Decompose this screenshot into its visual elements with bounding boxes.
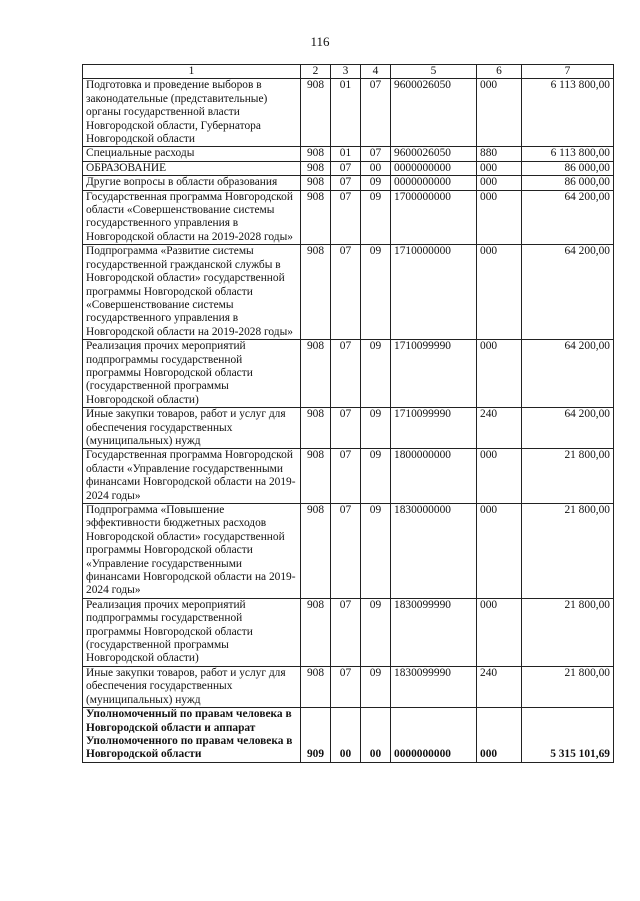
row-code-cell: 09 [361, 666, 391, 707]
budget-table [82, 64, 614, 763]
row-amount-cell: 6 113 800,00 [522, 147, 614, 161]
row-amount-cell: 21 800,00 [522, 666, 614, 707]
row-code-cell: 0000000000 [391, 176, 477, 190]
row-amount-cell: 86 000,00 [522, 176, 614, 190]
column-header: 1 [83, 65, 301, 79]
row-code-cell: 908 [301, 598, 331, 666]
row-name-cell: Иные закупки товаров, работ и услуг для обеспечения государственных (муниципальных) нужд [83, 666, 301, 707]
row-code-cell: 1830000000 [391, 504, 477, 599]
row-code-cell: 0000000000 [391, 161, 477, 175]
row-code-cell: 908 [301, 340, 331, 408]
table-row [83, 190, 614, 245]
table-row [83, 147, 614, 161]
row-code-cell: 09 [361, 190, 391, 245]
row-code-cell: 908 [301, 666, 331, 707]
row-name-cell: ОБРАЗОВАНИЕ [83, 161, 301, 175]
row-name-cell: Иные закупки товаров, работ и услуг для обеспечения государственных (муниципальных) нужд [83, 408, 301, 449]
row-code-cell: 000 [477, 598, 522, 666]
row-code-cell: 000 [477, 504, 522, 599]
row-code-cell: 1710099990 [391, 340, 477, 408]
row-name-cell: Реализация прочих мероприятий подпрограммы государственной программы Новгородской области (государственной программы Новгородской области) [83, 340, 301, 408]
row-name-cell: Подпрограмма «Повышение эффективности бюджетных расходов Новгородской области» государственной программы Новгородской области «Управление государственными финансами Новгородской области на 2019-2024 годы» [83, 504, 301, 599]
row-code-cell: 000 [477, 79, 522, 147]
row-code-cell: 09 [361, 504, 391, 599]
row-code-cell: 07 [361, 147, 391, 161]
row-code-cell: 1700000000 [391, 190, 477, 245]
row-code-cell: 240 [477, 666, 522, 707]
row-code-cell: 000 [477, 190, 522, 245]
row-code-cell: 01 [331, 79, 361, 147]
table-row [83, 598, 614, 666]
row-code-cell: 000 [477, 176, 522, 190]
table-row [83, 708, 614, 763]
column-header: 2 [301, 65, 331, 79]
row-code-cell: 9600026050 [391, 147, 477, 161]
row-code-cell: 908 [301, 245, 331, 340]
row-code-cell: 000 [477, 449, 522, 504]
row-code-cell: 908 [301, 190, 331, 245]
row-amount-cell: 64 200,00 [522, 190, 614, 245]
row-name-cell: Государственная программа Новгородской области «Совершенствование системы государственного управления в Новгородской области на 2019-2028 годы» [83, 190, 301, 245]
row-code-cell: 000 [477, 708, 522, 763]
table-row [83, 408, 614, 449]
row-code-cell: 07 [331, 666, 361, 707]
row-code-cell: 908 [301, 504, 331, 599]
row-code-cell: 09 [361, 408, 391, 449]
table-row [83, 504, 614, 599]
row-name-cell: Подготовка и проведение выборов в законодательные (представительные) органы государственной власти Новгородской области, Губернатора Новгородской области [83, 79, 301, 147]
row-amount-cell: 64 200,00 [522, 408, 614, 449]
column-header: 4 [361, 65, 391, 79]
row-code-cell: 000 [477, 340, 522, 408]
row-code-cell: 880 [477, 147, 522, 161]
column-header: 6 [477, 65, 522, 79]
row-code-cell: 09 [361, 176, 391, 190]
row-amount-cell: 21 800,00 [522, 598, 614, 666]
row-code-cell: 09 [361, 340, 391, 408]
row-code-cell: 07 [331, 504, 361, 599]
table-row [83, 79, 614, 147]
row-amount-cell: 64 200,00 [522, 340, 614, 408]
column-header: 5 [391, 65, 477, 79]
row-name-cell: Реализация прочих мероприятий подпрограммы государственной программы Новгородской области (государственной программы Новгородской области) [83, 598, 301, 666]
row-code-cell: 9600026050 [391, 79, 477, 147]
row-code-cell: 240 [477, 408, 522, 449]
row-code-cell: 07 [331, 245, 361, 340]
row-code-cell: 1830099990 [391, 666, 477, 707]
row-name-cell: Специальные расходы [83, 147, 301, 161]
row-name-cell: Подпрограмма «Развитие системы государственной гражданской службы в Новгородской области» государственной программы Новгородской области «Совершенствование системы государственного управления в Новгородской области на 2019-2028 годы» [83, 245, 301, 340]
row-code-cell: 07 [331, 598, 361, 666]
row-code-cell: 1830099990 [391, 598, 477, 666]
column-header: 7 [522, 65, 614, 79]
row-name-cell: Другие вопросы в области образования [83, 176, 301, 190]
header-row [83, 65, 614, 79]
row-code-cell: 000 [477, 161, 522, 175]
row-amount-cell: 21 800,00 [522, 504, 614, 599]
row-code-cell: 909 [301, 708, 331, 763]
table-row [83, 245, 614, 340]
row-code-cell: 00 [361, 161, 391, 175]
row-code-cell: 01 [331, 147, 361, 161]
row-code-cell: 908 [301, 79, 331, 147]
table-row [83, 340, 614, 408]
row-amount-cell: 64 200,00 [522, 245, 614, 340]
row-code-cell: 908 [301, 161, 331, 175]
row-code-cell: 000 [477, 245, 522, 340]
row-code-cell: 908 [301, 176, 331, 190]
row-code-cell: 1710099990 [391, 408, 477, 449]
row-amount-cell: 5 315 101,69 [522, 708, 614, 763]
row-code-cell: 09 [361, 245, 391, 340]
row-code-cell: 07 [331, 340, 361, 408]
table-row [83, 161, 614, 175]
row-code-cell: 1710000000 [391, 245, 477, 340]
table-row [83, 449, 614, 504]
row-code-cell: 908 [301, 449, 331, 504]
row-code-cell: 00 [361, 708, 391, 763]
row-code-cell: 09 [361, 598, 391, 666]
table-row [83, 176, 614, 190]
row-code-cell: 908 [301, 147, 331, 161]
row-code-cell: 07 [331, 176, 361, 190]
row-code-cell: 09 [361, 449, 391, 504]
row-amount-cell: 86 000,00 [522, 161, 614, 175]
table-row [83, 666, 614, 707]
row-code-cell: 1800000000 [391, 449, 477, 504]
row-code-cell: 0000000000 [391, 708, 477, 763]
column-header: 3 [331, 65, 361, 79]
row-name-cell: Государственная программа Новгородской области «Управление государственными финансами Новгородской области на 2019-2024 годы» [83, 449, 301, 504]
row-code-cell: 07 [331, 408, 361, 449]
row-code-cell: 07 [331, 190, 361, 245]
row-code-cell: 07 [361, 79, 391, 147]
row-code-cell: 07 [331, 449, 361, 504]
row-code-cell: 07 [331, 161, 361, 175]
row-amount-cell: 6 113 800,00 [522, 79, 614, 147]
row-code-cell: 908 [301, 408, 331, 449]
row-name-cell: Уполномоченный по правам человека в Новгородской области и аппарат Уполномоченного по правам человека в Новгородской области [83, 708, 301, 763]
row-code-cell: 00 [331, 708, 361, 763]
row-amount-cell: 21 800,00 [522, 449, 614, 504]
page-number: 116 [310, 34, 330, 49]
